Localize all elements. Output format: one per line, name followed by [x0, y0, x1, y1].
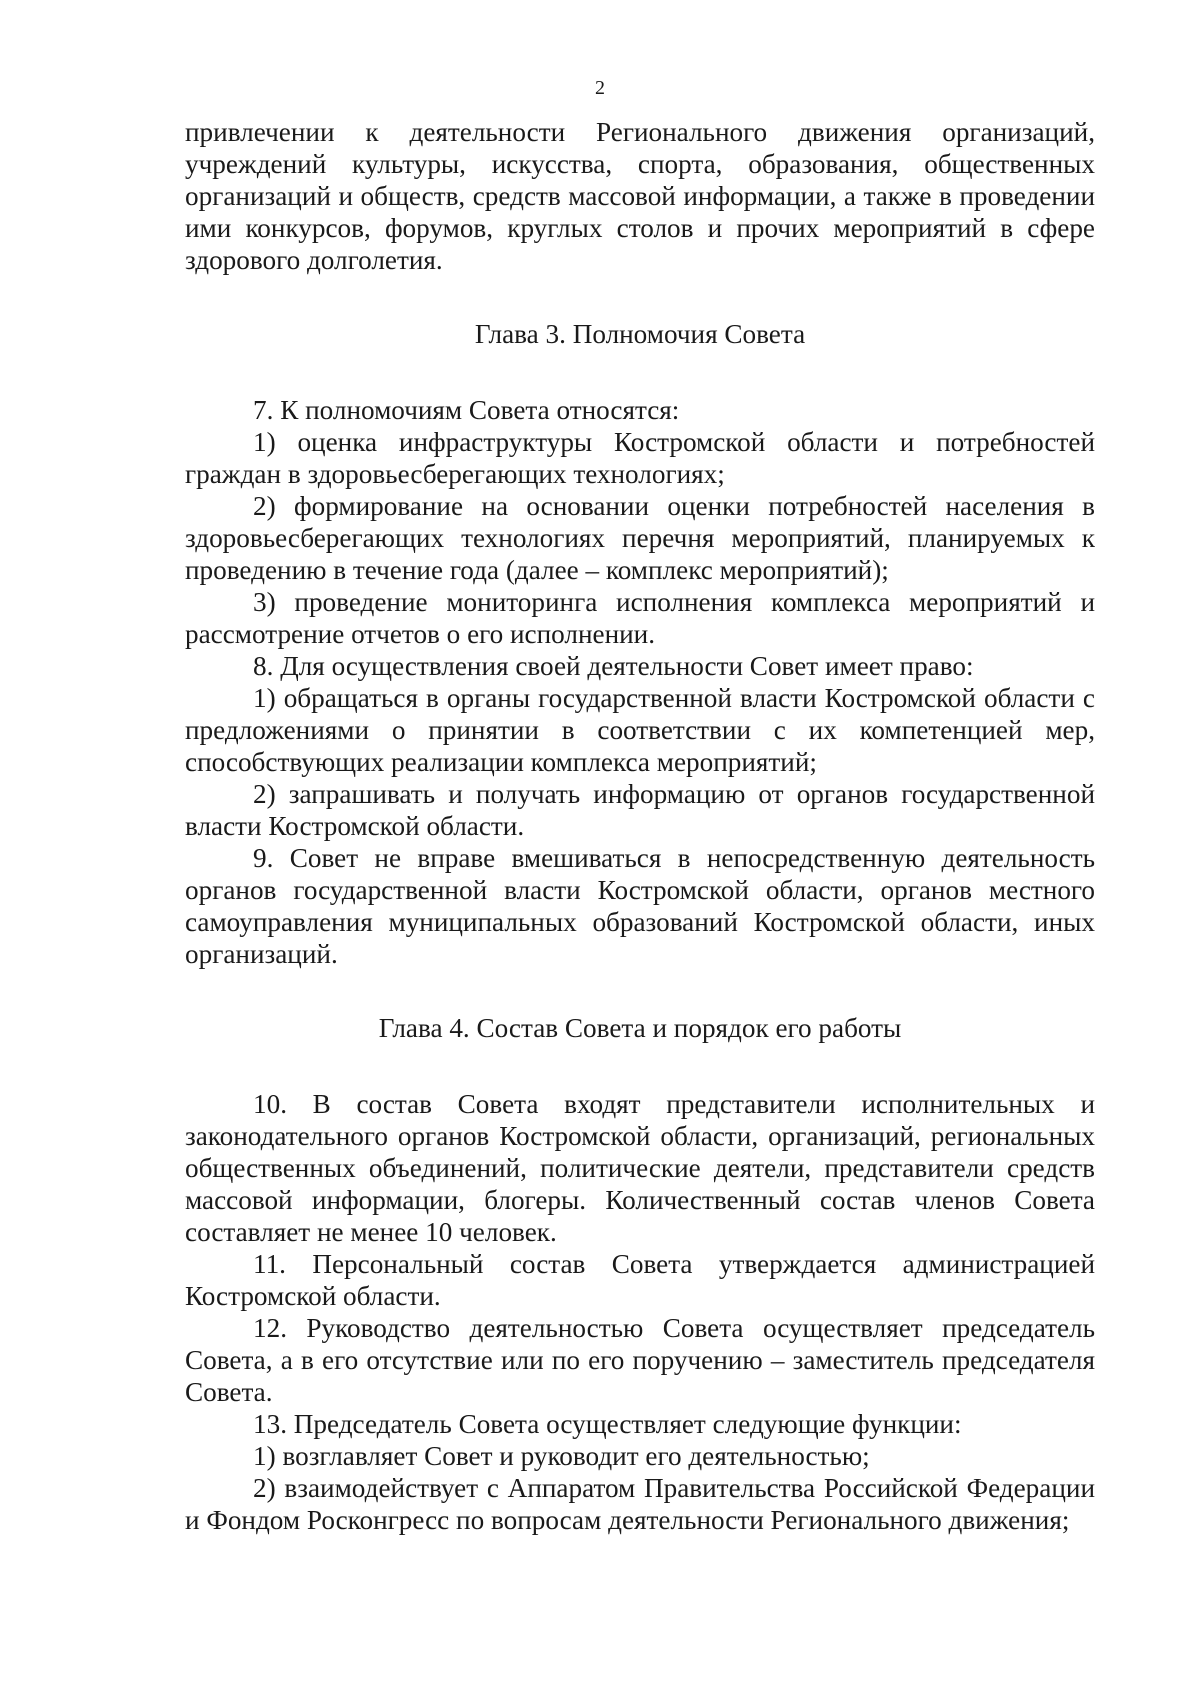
paragraph-8-item-2: 2) запрашивать и получать информацию от органов государственной власти Костромской области. [185, 779, 1095, 841]
paragraph-intro: привлечении к деятельности Регионального движения организаций, учреждений культуры, искусства, спорта, образования, общественных организаций и обществ, средств массовой информации, а также в проведении ими конкурсов, форумов, круглых столов и прочих мероприятий в сфере здорового долголетия. [185, 117, 1095, 275]
paragraph-7-item-3: 3) проведение мониторинга исполнения комплекса мероприятий и рассмотрение отчетов о его исполнении. [185, 587, 1095, 649]
paragraph-11: 11. Персональный состав Совета утверждается администрацией Костромской области. [185, 1249, 1095, 1311]
paragraph-7-item-1: 1) оценка инфраструктуры Костромской области и потребностей граждан в здоровьесберегающих технологиях; [185, 427, 1095, 489]
page-number: 2 [595, 77, 605, 99]
paragraph-9: 9. Совет не вправе вмешиваться в непосредственную деятельность органов государственной власти Костромской области, органов местного самоуправления муниципальных образований Костромской области, иных организаций. [185, 843, 1095, 969]
chapter-4-heading: Глава 4. Состав Совета и порядок его работы [378, 1013, 902, 1043]
paragraph-10: 10. В состав Совета входят представители исполнительных и законодательного органов Костромской области, организаций, региональных общественных объединений, политические деятели, представители средств массовой информации, блогеры. Количественный состав членов Совета составляет не менее 10 человек. [185, 1089, 1095, 1247]
paragraph-12: 12. Руководство деятельностью Совета осуществляет председатель Совета, а в его отсутствие или по его поручению – заместитель председателя Совета. [185, 1313, 1095, 1407]
paragraph-7-item-2: 2) формирование на основании оценки потребностей населения в здоровьесберегающих технологиях перечня мероприятий, планируемых к проведению в течение года (далее – комплекс мероприятий); [185, 491, 1095, 585]
paragraph-13: 13. Председатель Совета осуществляет следующие функции: [253, 1409, 962, 1439]
paragraph-7: 7. К полномочиям Совета относятся: [253, 395, 680, 425]
document-body [185, 116, 1095, 1536]
paragraph-13-item-2: 2) взаимодействует с Аппаратом Правительства Российской Федерации и Фондом Росконгресс по вопросам деятельности Регионального движения; [185, 1473, 1095, 1535]
paragraph-13-item-1: 1) возглавляет Совет и руководит его деятельностью; [253, 1441, 870, 1471]
paragraph-8: 8. Для осуществления своей деятельности Совет имеет право: [253, 651, 974, 681]
paragraph-8-item-1: 1) обращаться в органы государственной власти Костромской области с предложениями о принятии в соответствии с их компетенцией мер, способствующих реализации комплекса мероприятий; [185, 683, 1095, 777]
chapter-3-heading: Глава 3. Полномочия Совета [474, 319, 806, 349]
